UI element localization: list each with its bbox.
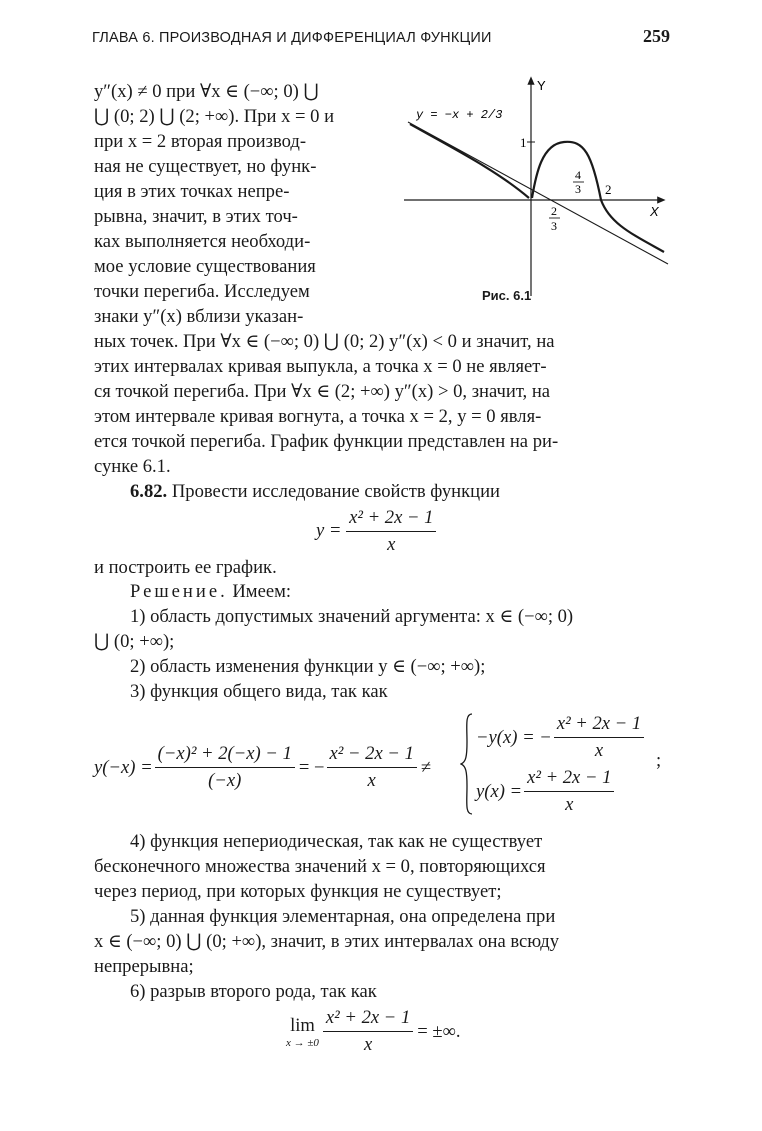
list-item: x ∈ (−∞; 0) ⋃ (0; +∞), значит, в этих интервалах она всюду <box>94 931 560 952</box>
formula-fraction <box>346 506 436 557</box>
list-item: 2) область изменения функции y ∈ (−∞; +∞); <box>130 656 486 677</box>
fraction-numerator: x² − 2x − 1 <box>327 742 417 768</box>
list-item: 4) функция непериодическая, так как не существует <box>130 831 543 852</box>
wrap-line: ция в этих точках непре- <box>94 181 290 202</box>
limit-fraction <box>323 1006 413 1057</box>
list-item: бесконечного множества значений x = 0, повторяющихся <box>94 856 546 877</box>
list-item: 1) область допустимых значений аргумента: x ∈ (−∞; 0) <box>130 606 574 627</box>
chapter-title: ГЛАВА 6. ПРОИЗВОДНАЯ И ДИФФЕРЕНЦИАЛ ФУНКЦИИ <box>92 30 492 46</box>
tick-x-2: 2 <box>605 182 612 197</box>
list-item: непрерывна; <box>94 956 194 977</box>
list-item: 3) функция общего вида, так как <box>130 681 388 702</box>
parity-fraction-1 <box>155 742 295 793</box>
wrap-line: y″(x) ≠ 0 при ∀x ∈ (−∞; 0) ⋃ <box>94 81 319 102</box>
fraction-numerator: (−x)² + 2(−x) − 1 <box>155 742 295 768</box>
wrap-line: при x = 2 вторая производ- <box>94 131 307 152</box>
text-line: сунке 6.1. <box>94 456 171 477</box>
case-fraction <box>524 766 614 817</box>
wrap-line: точки перегиба. Исследуем <box>94 281 310 302</box>
text-line: этом интервале кривая вогнута, а точка x = 2, y = 0 явля- <box>94 406 542 427</box>
y-axis-label: Y <box>537 78 546 93</box>
page-number: 259 <box>643 26 670 46</box>
case-lhs: −y(x) = − <box>476 726 552 748</box>
limit-operator <box>286 1015 319 1049</box>
wrap-line: знаки y″(x) вблизи указан- <box>94 306 304 327</box>
equals-minus: = − <box>298 756 325 778</box>
text-line: ется точкой перегиба. График функции представлен на ри- <box>94 431 559 452</box>
not-equal-sign: ≠ <box>420 756 432 778</box>
curve-left-branch <box>410 124 529 198</box>
case-fraction <box>554 712 644 763</box>
problem-text: Провести исследование свойств функции <box>171 481 500 502</box>
problem-statement <box>130 480 500 504</box>
text-line: ся точкой перегиба. При ∀x ∈ (2; +∞) y″(x) > 0, значит, на <box>94 381 551 402</box>
main-formula <box>316 506 436 557</box>
tick-y-1: 1 <box>520 135 527 150</box>
tick-23-den: 3 <box>551 219 557 233</box>
list-item: через период, при которых функция не существует; <box>94 881 502 902</box>
fraction-numerator: x² + 2x − 1 <box>346 506 436 532</box>
tick-43-num: 4 <box>575 168 581 182</box>
fraction-denominator: x <box>363 1034 373 1055</box>
fraction-denominator: x <box>387 534 396 555</box>
running-header <box>92 26 670 52</box>
tick-43-den: 3 <box>575 182 581 196</box>
figure-caption: Рис. 6.1 <box>482 288 532 303</box>
lim-subscript: x → ±0 <box>286 1036 319 1049</box>
asymptote-label: y = −x + 2/3 <box>416 108 503 122</box>
parity-formula <box>94 712 674 818</box>
wrap-line: ная не существует, но функ- <box>94 156 317 177</box>
tick-23-num: 2 <box>551 204 557 218</box>
wrap-line: ⋃ (0; 2) ⋃ (2; +∞). При x = 0 и <box>94 106 335 127</box>
fraction-denominator: x <box>594 740 604 761</box>
limit-rhs: = ±∞. <box>417 1020 461 1042</box>
text-line: ных точек. При ∀x ∈ (−∞; 0) ⋃ (0; 2) y″(x) < 0 и значит, на <box>94 331 555 352</box>
case-2 <box>476 766 614 817</box>
list-item: ⋃ (0; +∞); <box>94 631 175 652</box>
asymptote-line <box>408 122 668 264</box>
wrap-line: ках выполняется необходи- <box>94 231 311 252</box>
curly-brace <box>460 712 474 816</box>
list-item: 5) данная функция элементарная, она определена при <box>130 906 556 927</box>
wrap-line: мое условие существования <box>94 256 316 277</box>
lim-text: lim <box>290 1014 315 1036</box>
semicolon: ; <box>656 750 662 771</box>
fraction-denominator: (−x) <box>208 770 242 791</box>
figure-graph <box>396 74 672 306</box>
curve-hump <box>532 142 601 200</box>
fraction-denominator: x <box>367 770 376 791</box>
x-axis-label: X <box>650 204 659 219</box>
text-line: этих интервалах кривая выпукла, а точка x = 0 не являет- <box>94 356 547 377</box>
limit-formula <box>286 1006 461 1057</box>
solution-label: Решение. <box>130 581 228 602</box>
solution-line <box>130 580 291 604</box>
text-line: и построить ее график. <box>94 557 277 578</box>
fraction-numerator: x² + 2x − 1 <box>554 712 644 738</box>
fraction-denominator: x <box>565 794 574 815</box>
list-item: 6) разрыв второго рода, так как <box>130 981 377 1002</box>
parity-fraction-2 <box>327 742 417 793</box>
formula-lhs: y = <box>316 519 342 541</box>
solution-text: Имеем: <box>227 581 292 602</box>
parity-lhs: y(−x) = <box>94 756 153 778</box>
case-1 <box>476 712 644 763</box>
wrap-line: рывна, значит, в этих точ- <box>94 206 298 227</box>
problem-number: 6.82. <box>130 481 168 502</box>
fraction-numerator: x² + 2x − 1 <box>323 1006 413 1032</box>
fraction-numerator: x² + 2x − 1 <box>524 766 614 792</box>
case-lhs: y(x) = <box>476 780 523 802</box>
